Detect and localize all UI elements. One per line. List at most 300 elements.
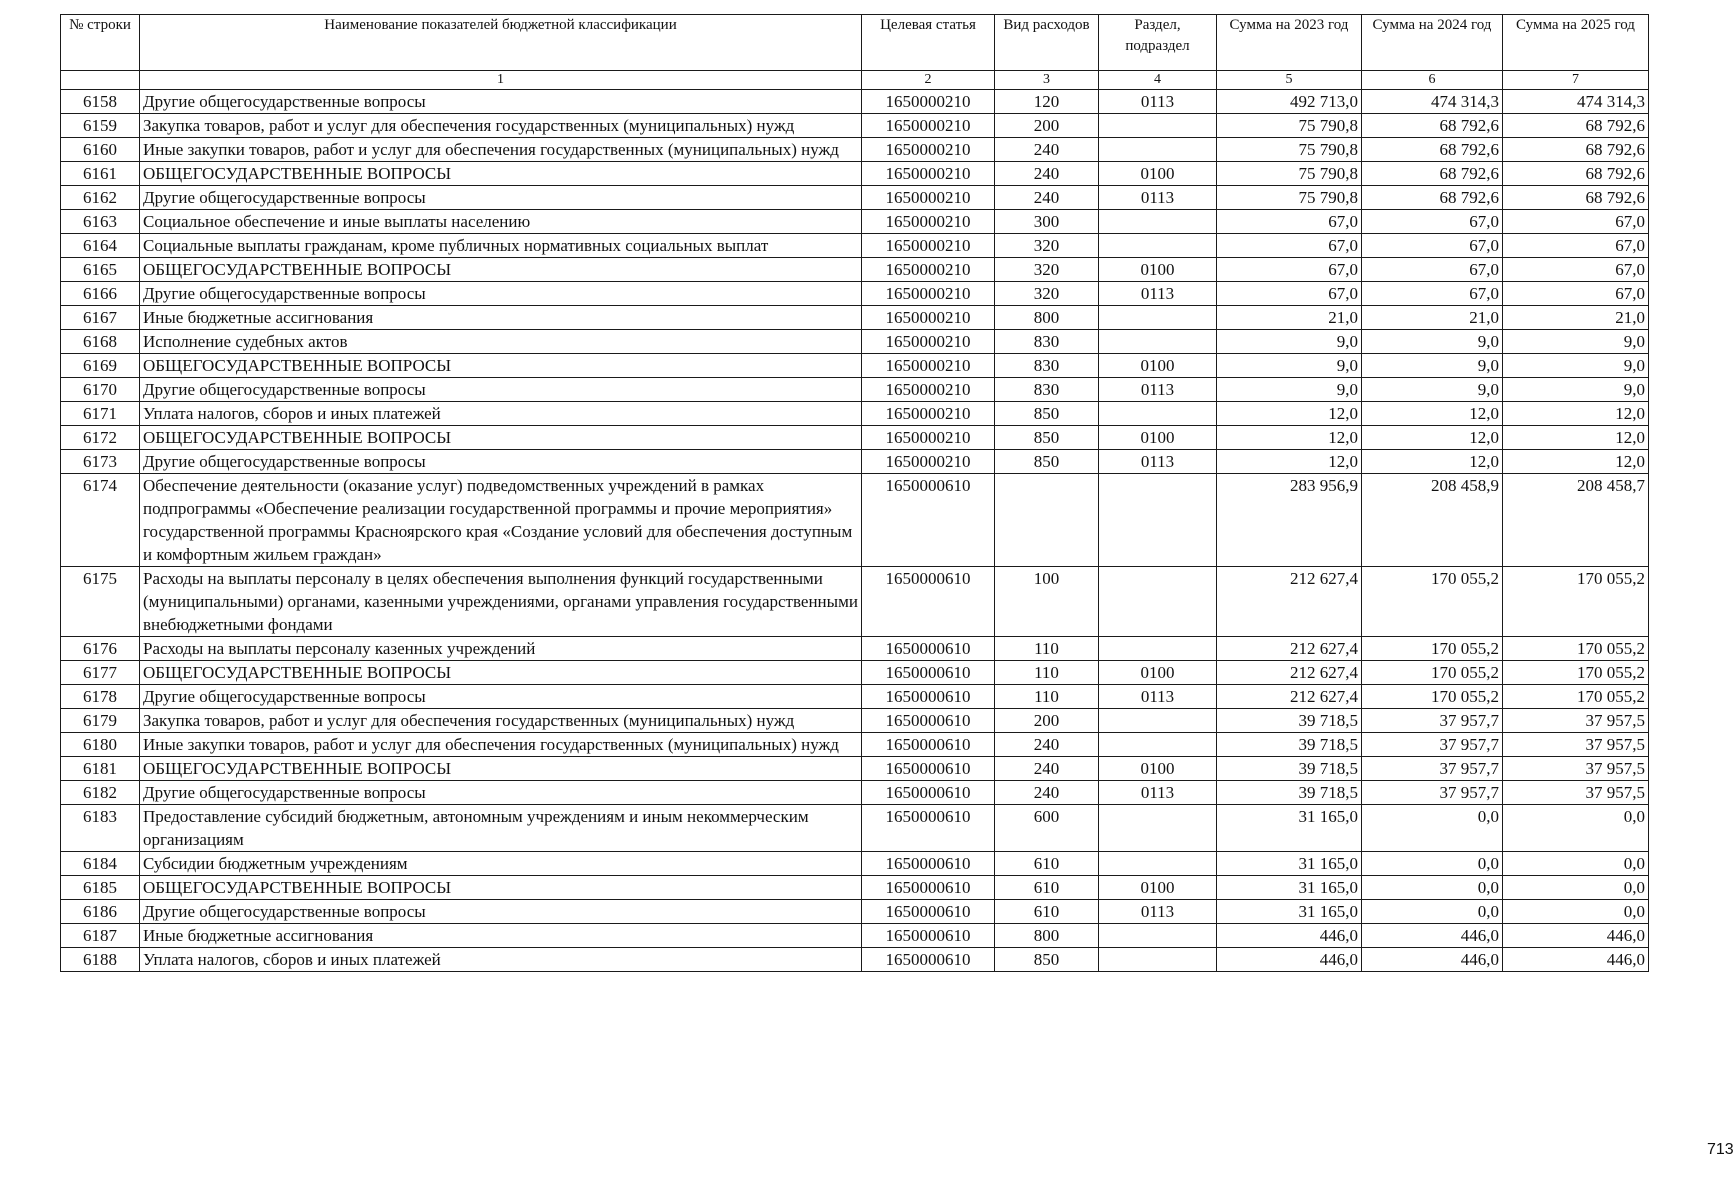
sum-2025: 68 792,6 bbox=[1503, 138, 1649, 162]
sum-2025: 37 957,5 bbox=[1503, 709, 1649, 733]
indicator-name: Уплата налогов, сборов и иных платежей bbox=[140, 948, 862, 972]
table-row bbox=[61, 924, 1649, 948]
sum-2025: 9,0 bbox=[1503, 378, 1649, 402]
indicator-name: ОБЩЕГОСУДАРСТВЕННЫЕ ВОПРОСЫ bbox=[140, 162, 862, 186]
section-code: 0113 bbox=[1099, 90, 1217, 114]
expense-type: 850 bbox=[995, 450, 1099, 474]
row-number: 6163 bbox=[61, 210, 140, 234]
sum-2025: 37 957,5 bbox=[1503, 733, 1649, 757]
sum-2024: 67,0 bbox=[1362, 210, 1503, 234]
expense-type: 320 bbox=[995, 234, 1099, 258]
sum-2024: 9,0 bbox=[1362, 330, 1503, 354]
indicator-name: Закупка товаров, работ и услуг для обеспечения государственных (муниципальных) нужд bbox=[140, 114, 862, 138]
expense-type: 850 bbox=[995, 402, 1099, 426]
table-row bbox=[61, 900, 1649, 924]
table-row bbox=[61, 876, 1649, 900]
section-code: 0113 bbox=[1099, 282, 1217, 306]
indicator-name: Другие общегосударственные вопросы bbox=[140, 450, 862, 474]
sum-2023: 9,0 bbox=[1217, 330, 1362, 354]
expense-type: 300 bbox=[995, 210, 1099, 234]
sum-2025: 0,0 bbox=[1503, 852, 1649, 876]
sum-2025: 208 458,7 bbox=[1503, 474, 1649, 567]
section-code bbox=[1099, 114, 1217, 138]
section-code: 0100 bbox=[1099, 258, 1217, 282]
indicator-name: Обеспечение деятельности (оказание услуг) подведомственных учреждений в рамках подпрограммы «Обеспечение реализации государственной программы и прочие мероприятия» государственной программы Красноярского края «Создание условий для обеспечения доступным и комфортным жильем граждан» bbox=[140, 474, 862, 567]
sum-2023: 31 165,0 bbox=[1217, 805, 1362, 852]
sum-2023: 31 165,0 bbox=[1217, 900, 1362, 924]
sum-2023: 75 790,8 bbox=[1217, 114, 1362, 138]
table-row bbox=[61, 567, 1649, 637]
indicator-name: ОБЩЕГОСУДАРСТВЕННЫЕ ВОПРОСЫ bbox=[140, 258, 862, 282]
expense-type: 200 bbox=[995, 709, 1099, 733]
sum-2025: 170 055,2 bbox=[1503, 637, 1649, 661]
row-number: 6188 bbox=[61, 948, 140, 972]
target-article: 1650000610 bbox=[862, 852, 995, 876]
sum-2025: 12,0 bbox=[1503, 450, 1649, 474]
target-article: 1650000210 bbox=[862, 450, 995, 474]
header-expense-type: Вид расходов bbox=[995, 15, 1099, 71]
expense-type: 610 bbox=[995, 852, 1099, 876]
column-number: 2 bbox=[862, 71, 995, 90]
table-row bbox=[61, 450, 1649, 474]
row-number: 6184 bbox=[61, 852, 140, 876]
sum-2025: 21,0 bbox=[1503, 306, 1649, 330]
sum-2025: 12,0 bbox=[1503, 402, 1649, 426]
sum-2023: 9,0 bbox=[1217, 354, 1362, 378]
table-row bbox=[61, 114, 1649, 138]
row-number: 6176 bbox=[61, 637, 140, 661]
target-article: 1650000610 bbox=[862, 900, 995, 924]
expense-type: 830 bbox=[995, 354, 1099, 378]
table-row bbox=[61, 234, 1649, 258]
sum-2025: 0,0 bbox=[1503, 805, 1649, 852]
table-row bbox=[61, 948, 1649, 972]
row-number: 6167 bbox=[61, 306, 140, 330]
target-article: 1650000210 bbox=[862, 210, 995, 234]
table-row bbox=[61, 685, 1649, 709]
table-row bbox=[61, 474, 1649, 567]
header-sum-2025: Сумма на 2025 год bbox=[1503, 15, 1649, 71]
sum-2025: 446,0 bbox=[1503, 948, 1649, 972]
table-row bbox=[61, 757, 1649, 781]
indicator-name: ОБЩЕГОСУДАРСТВЕННЫЕ ВОПРОСЫ bbox=[140, 876, 862, 900]
target-article: 1650000210 bbox=[862, 138, 995, 162]
expense-type: 110 bbox=[995, 637, 1099, 661]
column-number bbox=[61, 71, 140, 90]
sum-2025: 0,0 bbox=[1503, 900, 1649, 924]
sum-2025: 12,0 bbox=[1503, 426, 1649, 450]
table-body bbox=[61, 90, 1649, 972]
sum-2024: 67,0 bbox=[1362, 282, 1503, 306]
sum-2025: 68 792,6 bbox=[1503, 186, 1649, 210]
expense-type: 850 bbox=[995, 948, 1099, 972]
row-number: 6179 bbox=[61, 709, 140, 733]
sum-2024: 170 055,2 bbox=[1362, 567, 1503, 637]
target-article: 1650000210 bbox=[862, 162, 995, 186]
sum-2023: 492 713,0 bbox=[1217, 90, 1362, 114]
indicator-name: Иные бюджетные ассигнования bbox=[140, 924, 862, 948]
sum-2025: 68 792,6 bbox=[1503, 114, 1649, 138]
table-row bbox=[61, 330, 1649, 354]
target-article: 1650000610 bbox=[862, 474, 995, 567]
indicator-name: Закупка товаров, работ и услуг для обеспечения государственных (муниципальных) нужд bbox=[140, 709, 862, 733]
indicator-name: ОБЩЕГОСУДАРСТВЕННЫЕ ВОПРОСЫ bbox=[140, 757, 862, 781]
sum-2024: 0,0 bbox=[1362, 852, 1503, 876]
expense-type: 200 bbox=[995, 114, 1099, 138]
indicator-name: Расходы на выплаты персоналу казенных учреждений bbox=[140, 637, 862, 661]
sum-2024: 37 957,7 bbox=[1362, 757, 1503, 781]
sum-2023: 9,0 bbox=[1217, 378, 1362, 402]
sum-2025: 9,0 bbox=[1503, 330, 1649, 354]
page-number: 713 bbox=[1707, 1141, 1734, 1158]
table-row bbox=[61, 402, 1649, 426]
section-code bbox=[1099, 948, 1217, 972]
expense-type: 800 bbox=[995, 924, 1099, 948]
sum-2023: 283 956,9 bbox=[1217, 474, 1362, 567]
section-code bbox=[1099, 852, 1217, 876]
sum-2023: 212 627,4 bbox=[1217, 661, 1362, 685]
column-number-row bbox=[61, 71, 1649, 90]
expense-type: 320 bbox=[995, 258, 1099, 282]
sum-2024: 37 957,7 bbox=[1362, 709, 1503, 733]
sum-2023: 67,0 bbox=[1217, 282, 1362, 306]
indicator-name: ОБЩЕГОСУДАРСТВЕННЫЕ ВОПРОСЫ bbox=[140, 426, 862, 450]
expense-type: 600 bbox=[995, 805, 1099, 852]
target-article: 1650000210 bbox=[862, 354, 995, 378]
expense-type: 240 bbox=[995, 757, 1099, 781]
row-number: 6186 bbox=[61, 900, 140, 924]
expense-type: 240 bbox=[995, 781, 1099, 805]
section-code bbox=[1099, 474, 1217, 567]
sum-2024: 170 055,2 bbox=[1362, 637, 1503, 661]
sum-2023: 75 790,8 bbox=[1217, 186, 1362, 210]
section-code bbox=[1099, 306, 1217, 330]
table-header-row bbox=[61, 15, 1649, 71]
sum-2025: 67,0 bbox=[1503, 234, 1649, 258]
table-row bbox=[61, 709, 1649, 733]
row-number: 6185 bbox=[61, 876, 140, 900]
row-number: 6165 bbox=[61, 258, 140, 282]
target-article: 1650000610 bbox=[862, 781, 995, 805]
section-code: 0100 bbox=[1099, 354, 1217, 378]
table-row bbox=[61, 282, 1649, 306]
target-article: 1650000210 bbox=[862, 306, 995, 330]
target-article: 1650000610 bbox=[862, 924, 995, 948]
sum-2024: 37 957,7 bbox=[1362, 733, 1503, 757]
target-article: 1650000610 bbox=[862, 709, 995, 733]
table-row bbox=[61, 426, 1649, 450]
header-row-number: № строки bbox=[61, 15, 140, 71]
row-number: 6164 bbox=[61, 234, 140, 258]
sum-2024: 67,0 bbox=[1362, 234, 1503, 258]
table-row bbox=[61, 138, 1649, 162]
target-article: 1650000210 bbox=[862, 378, 995, 402]
row-number: 6159 bbox=[61, 114, 140, 138]
row-number: 6162 bbox=[61, 186, 140, 210]
expense-type: 830 bbox=[995, 330, 1099, 354]
target-article: 1650000210 bbox=[862, 234, 995, 258]
row-number: 6171 bbox=[61, 402, 140, 426]
sum-2025: 170 055,2 bbox=[1503, 567, 1649, 637]
target-article: 1650000610 bbox=[862, 685, 995, 709]
sum-2025: 474 314,3 bbox=[1503, 90, 1649, 114]
sum-2024: 12,0 bbox=[1362, 426, 1503, 450]
target-article: 1650000610 bbox=[862, 757, 995, 781]
table-row bbox=[61, 186, 1649, 210]
target-article: 1650000210 bbox=[862, 330, 995, 354]
sum-2023: 12,0 bbox=[1217, 426, 1362, 450]
section-code: 0100 bbox=[1099, 876, 1217, 900]
sum-2023: 446,0 bbox=[1217, 924, 1362, 948]
indicator-name: Иные закупки товаров, работ и услуг для обеспечения государственных (муниципальных) нужд bbox=[140, 733, 862, 757]
table-row bbox=[61, 90, 1649, 114]
sum-2024: 12,0 bbox=[1362, 402, 1503, 426]
sum-2024: 9,0 bbox=[1362, 354, 1503, 378]
expense-type: 830 bbox=[995, 378, 1099, 402]
sum-2024: 0,0 bbox=[1362, 900, 1503, 924]
sum-2024: 68 792,6 bbox=[1362, 114, 1503, 138]
table-row bbox=[61, 378, 1649, 402]
table-row bbox=[61, 354, 1649, 378]
sum-2024: 67,0 bbox=[1362, 258, 1503, 282]
sum-2024: 170 055,2 bbox=[1362, 661, 1503, 685]
table-row bbox=[61, 258, 1649, 282]
sum-2023: 67,0 bbox=[1217, 234, 1362, 258]
budget-table bbox=[60, 14, 1649, 972]
row-number: 6166 bbox=[61, 282, 140, 306]
expense-type: 240 bbox=[995, 186, 1099, 210]
table-row bbox=[61, 637, 1649, 661]
indicator-name: Иные бюджетные ассигнования bbox=[140, 306, 862, 330]
row-number: 6183 bbox=[61, 805, 140, 852]
table-row bbox=[61, 805, 1649, 852]
expense-type bbox=[995, 474, 1099, 567]
target-article: 1650000210 bbox=[862, 402, 995, 426]
sum-2024: 68 792,6 bbox=[1362, 186, 1503, 210]
section-code bbox=[1099, 210, 1217, 234]
indicator-name: Другие общегосударственные вопросы bbox=[140, 685, 862, 709]
row-number: 6180 bbox=[61, 733, 140, 757]
sum-2025: 170 055,2 bbox=[1503, 685, 1649, 709]
sum-2023: 39 718,5 bbox=[1217, 709, 1362, 733]
row-number: 6181 bbox=[61, 757, 140, 781]
section-code bbox=[1099, 330, 1217, 354]
column-number: 5 bbox=[1217, 71, 1362, 90]
header-section: Раздел, подраздел bbox=[1099, 15, 1217, 71]
indicator-name: ОБЩЕГОСУДАРСТВЕННЫЕ ВОПРОСЫ bbox=[140, 354, 862, 378]
expense-type: 850 bbox=[995, 426, 1099, 450]
sum-2024: 37 957,7 bbox=[1362, 781, 1503, 805]
section-code: 0113 bbox=[1099, 900, 1217, 924]
sum-2025: 67,0 bbox=[1503, 282, 1649, 306]
sum-2023: 212 627,4 bbox=[1217, 637, 1362, 661]
indicator-name: Социальные выплаты гражданам, кроме публичных нормативных социальных выплат bbox=[140, 234, 862, 258]
column-number: 4 bbox=[1099, 71, 1217, 90]
row-number: 6175 bbox=[61, 567, 140, 637]
section-code: 0100 bbox=[1099, 426, 1217, 450]
sum-2025: 170 055,2 bbox=[1503, 661, 1649, 685]
table-row bbox=[61, 661, 1649, 685]
section-code bbox=[1099, 402, 1217, 426]
section-code: 0113 bbox=[1099, 186, 1217, 210]
row-number: 6172 bbox=[61, 426, 140, 450]
column-number: 7 bbox=[1503, 71, 1649, 90]
target-article: 1650000610 bbox=[862, 948, 995, 972]
sum-2023: 75 790,8 bbox=[1217, 162, 1362, 186]
target-article: 1650000210 bbox=[862, 426, 995, 450]
target-article: 1650000610 bbox=[862, 876, 995, 900]
indicator-name: Исполнение судебных актов bbox=[140, 330, 862, 354]
table-row bbox=[61, 733, 1649, 757]
section-code bbox=[1099, 709, 1217, 733]
indicator-name: Другие общегосударственные вопросы bbox=[140, 90, 862, 114]
table-row bbox=[61, 306, 1649, 330]
row-number: 6169 bbox=[61, 354, 140, 378]
indicator-name: Предоставление субсидий бюджетным, автономным учреждениям и иным некоммерческим организациям bbox=[140, 805, 862, 852]
sum-2025: 37 957,5 bbox=[1503, 757, 1649, 781]
expense-type: 240 bbox=[995, 733, 1099, 757]
row-number: 6158 bbox=[61, 90, 140, 114]
sum-2025: 67,0 bbox=[1503, 210, 1649, 234]
expense-type: 320 bbox=[995, 282, 1099, 306]
expense-type: 100 bbox=[995, 567, 1099, 637]
indicator-name: Субсидии бюджетным учреждениям bbox=[140, 852, 862, 876]
target-article: 1650000210 bbox=[862, 90, 995, 114]
sum-2023: 75 790,8 bbox=[1217, 138, 1362, 162]
target-article: 1650000610 bbox=[862, 661, 995, 685]
row-number: 6170 bbox=[61, 378, 140, 402]
target-article: 1650000610 bbox=[862, 805, 995, 852]
header-sum-2023: Сумма на 2023 год bbox=[1217, 15, 1362, 71]
section-code: 0113 bbox=[1099, 450, 1217, 474]
table-row bbox=[61, 852, 1649, 876]
row-number: 6173 bbox=[61, 450, 140, 474]
section-code: 0100 bbox=[1099, 162, 1217, 186]
table-row bbox=[61, 781, 1649, 805]
row-number: 6182 bbox=[61, 781, 140, 805]
header-target-article: Целевая статья bbox=[862, 15, 995, 71]
indicator-name: Другие общегосударственные вопросы bbox=[140, 282, 862, 306]
section-code bbox=[1099, 924, 1217, 948]
indicator-name: Иные закупки товаров, работ и услуг для обеспечения государственных (муниципальных) нужд bbox=[140, 138, 862, 162]
sum-2023: 31 165,0 bbox=[1217, 852, 1362, 876]
sum-2024: 0,0 bbox=[1362, 876, 1503, 900]
section-code: 0100 bbox=[1099, 661, 1217, 685]
sum-2023: 21,0 bbox=[1217, 306, 1362, 330]
row-number: 6161 bbox=[61, 162, 140, 186]
target-article: 1650000610 bbox=[862, 733, 995, 757]
sum-2023: 212 627,4 bbox=[1217, 567, 1362, 637]
expense-type: 120 bbox=[995, 90, 1099, 114]
expense-type: 110 bbox=[995, 685, 1099, 709]
section-code: 0113 bbox=[1099, 378, 1217, 402]
sum-2023: 12,0 bbox=[1217, 402, 1362, 426]
target-article: 1650000210 bbox=[862, 186, 995, 210]
target-article: 1650000210 bbox=[862, 282, 995, 306]
sum-2023: 39 718,5 bbox=[1217, 733, 1362, 757]
indicator-name: Социальное обеспечение и иные выплаты населению bbox=[140, 210, 862, 234]
row-number: 6177 bbox=[61, 661, 140, 685]
sum-2023: 39 718,5 bbox=[1217, 757, 1362, 781]
sum-2024: 21,0 bbox=[1362, 306, 1503, 330]
indicator-name: Другие общегосударственные вопросы bbox=[140, 378, 862, 402]
table-row bbox=[61, 162, 1649, 186]
indicator-name: Другие общегосударственные вопросы bbox=[140, 781, 862, 805]
sum-2023: 31 165,0 bbox=[1217, 876, 1362, 900]
expense-type: 240 bbox=[995, 138, 1099, 162]
sum-2024: 474 314,3 bbox=[1362, 90, 1503, 114]
row-number: 6168 bbox=[61, 330, 140, 354]
sum-2024: 68 792,6 bbox=[1362, 138, 1503, 162]
sum-2024: 12,0 bbox=[1362, 450, 1503, 474]
table-row bbox=[61, 210, 1649, 234]
sum-2024: 446,0 bbox=[1362, 924, 1503, 948]
sum-2025: 37 957,5 bbox=[1503, 781, 1649, 805]
column-number: 6 bbox=[1362, 71, 1503, 90]
sum-2024: 446,0 bbox=[1362, 948, 1503, 972]
sum-2024: 208 458,9 bbox=[1362, 474, 1503, 567]
header-sum-2024: Сумма на 2024 год bbox=[1362, 15, 1503, 71]
sum-2025: 9,0 bbox=[1503, 354, 1649, 378]
section-code bbox=[1099, 733, 1217, 757]
row-number: 6174 bbox=[61, 474, 140, 567]
column-number: 3 bbox=[995, 71, 1099, 90]
section-code: 0100 bbox=[1099, 757, 1217, 781]
sum-2023: 212 627,4 bbox=[1217, 685, 1362, 709]
target-article: 1650000210 bbox=[862, 258, 995, 282]
sum-2024: 0,0 bbox=[1362, 805, 1503, 852]
section-code: 0113 bbox=[1099, 685, 1217, 709]
row-number: 6187 bbox=[61, 924, 140, 948]
section-code bbox=[1099, 805, 1217, 852]
header-indicator-name: Наименование показателей бюджетной классификации bbox=[140, 15, 862, 71]
expense-type: 240 bbox=[995, 162, 1099, 186]
row-number: 6160 bbox=[61, 138, 140, 162]
section-code bbox=[1099, 567, 1217, 637]
sum-2024: 9,0 bbox=[1362, 378, 1503, 402]
row-number: 6178 bbox=[61, 685, 140, 709]
section-code bbox=[1099, 637, 1217, 661]
sum-2025: 67,0 bbox=[1503, 258, 1649, 282]
target-article: 1650000610 bbox=[862, 637, 995, 661]
indicator-name: Расходы на выплаты персоналу в целях обеспечения выполнения функций государственными (муниципальными) органами, казенными учреждениями, органами управления государственными внебюджетными фондами bbox=[140, 567, 862, 637]
expense-type: 110 bbox=[995, 661, 1099, 685]
sum-2025: 446,0 bbox=[1503, 924, 1649, 948]
expense-type: 610 bbox=[995, 876, 1099, 900]
section-code: 0113 bbox=[1099, 781, 1217, 805]
target-article: 1650000210 bbox=[862, 114, 995, 138]
indicator-name: Уплата налогов, сборов и иных платежей bbox=[140, 402, 862, 426]
indicator-name: Другие общегосударственные вопросы bbox=[140, 186, 862, 210]
sum-2023: 39 718,5 bbox=[1217, 781, 1362, 805]
sum-2025: 68 792,6 bbox=[1503, 162, 1649, 186]
indicator-name: ОБЩЕГОСУДАРСТВЕННЫЕ ВОПРОСЫ bbox=[140, 661, 862, 685]
target-article: 1650000610 bbox=[862, 567, 995, 637]
sum-2023: 67,0 bbox=[1217, 210, 1362, 234]
indicator-name: Другие общегосударственные вопросы bbox=[140, 900, 862, 924]
expense-type: 800 bbox=[995, 306, 1099, 330]
expense-type: 610 bbox=[995, 900, 1099, 924]
column-number: 1 bbox=[140, 71, 862, 90]
sum-2023: 446,0 bbox=[1217, 948, 1362, 972]
sum-2023: 12,0 bbox=[1217, 450, 1362, 474]
budget-document bbox=[60, 14, 1734, 1158]
sum-2025: 0,0 bbox=[1503, 876, 1649, 900]
sum-2023: 67,0 bbox=[1217, 258, 1362, 282]
section-code bbox=[1099, 138, 1217, 162]
section-code bbox=[1099, 234, 1217, 258]
sum-2024: 68 792,6 bbox=[1362, 162, 1503, 186]
